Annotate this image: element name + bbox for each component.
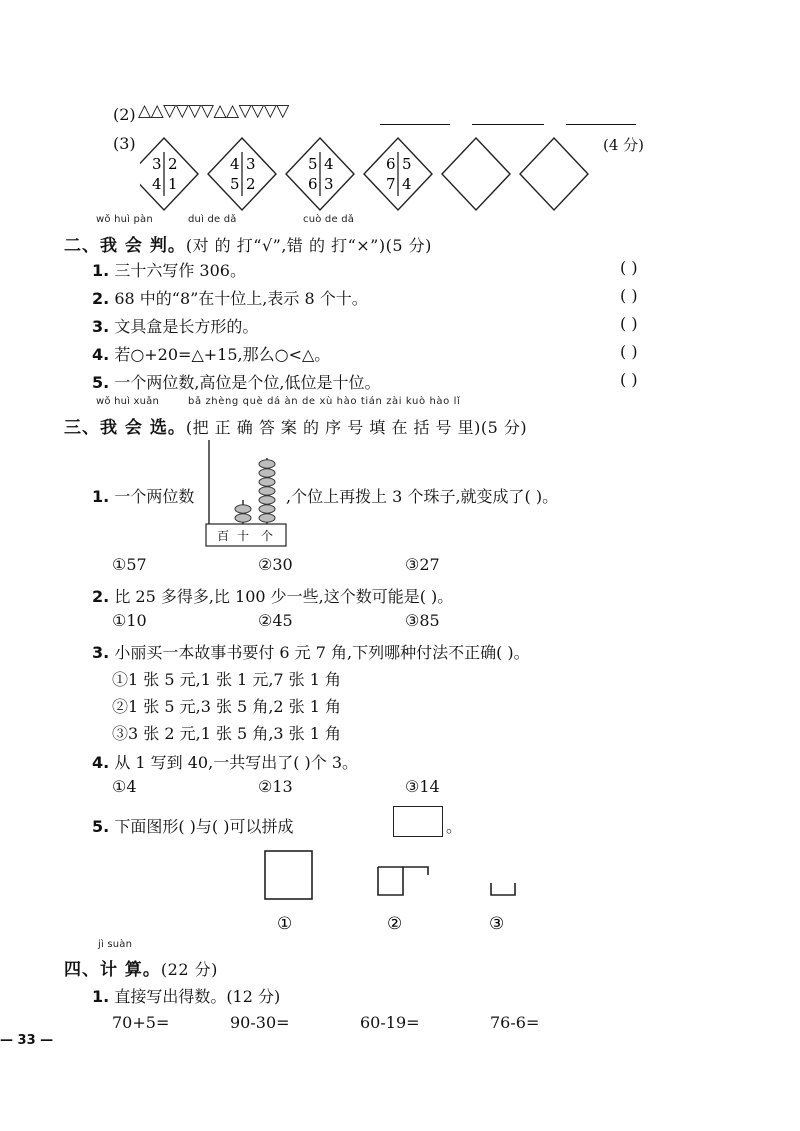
s3-q3-text [92,640,530,663]
diamond-number: 4 [324,155,334,173]
diamond-6[interactable] [520,138,588,210]
section4-heading [64,955,218,980]
abacus-bead-ones [259,496,275,504]
expression-4[interactable]: 76-6= [490,1013,540,1032]
s3-q5-text-end: 。 [446,817,463,836]
diamond-number: 7 [386,175,396,193]
target-rectangle [393,806,443,837]
section2-pinyin-1: wǒ huì pàn [96,214,153,225]
s3-q5-number: 5. [92,817,110,836]
s3-q1-number: 1. [92,487,110,506]
section4-instruction: (22 分) [160,960,218,979]
section3-number: 三、 [64,418,100,438]
s3-q1-text-after: ,个位上再拨上 3 个珠子,就变成了( )。 [286,487,559,506]
page-number: — 33 — [0,1033,54,1048]
abacus-label-ones: 个 [261,529,274,543]
judge-answer-parentheses[interactable]: ( ) [620,314,638,333]
judge-item-text: 一个两位数,高位是个位,低位是十位。 [114,373,381,392]
section2-heading [64,231,432,256]
abacus-figure [205,440,287,548]
s3-q4-text [92,750,358,773]
judge-item-3 [92,314,258,337]
diamond-number: 5 [402,155,412,173]
diamond-number: 2 [246,175,256,193]
judge-item-number: 4. [92,345,110,364]
s3-q5-text [92,814,293,837]
s3-q4-option-2[interactable]: ②13 [258,777,293,796]
s3-q3-option-2[interactable]: ②1 张 5 元,3 张 5 角,2 张 1 角 [112,697,342,716]
abacus-bead-ones [259,505,275,513]
abacus-bead-ones [259,514,275,522]
shape-2-label: ② [387,914,403,934]
q2-answer-blank-1[interactable] [380,124,450,125]
s3-q3-option-1[interactable]: ①1 张 5 元,1 张 1 元,7 张 1 角 [112,670,342,689]
s3-q2-option-3[interactable]: ③85 [405,611,440,630]
q2-answer-blank-2[interactable] [472,124,544,125]
diamond-1 [140,138,198,210]
judge-item-number: 5. [92,373,110,392]
judge-item-text: 文具盒是长方形的。 [114,317,259,336]
s4-q1-number: 1. [92,987,110,1006]
abacus-bead-tens [235,505,251,513]
diamond-number: 6 [386,155,396,173]
judge-item-number: 3. [92,317,110,336]
judge-item-text: 若○+20=△+15,那么○<△。 [114,345,331,364]
section3-instruction: (把 正 确 答 案 的 序 号 填 在 括 号 里)(5 分) [185,418,528,437]
section3-title: 我 会 选。 [100,418,186,438]
judge-answer-parentheses[interactable]: ( ) [620,370,638,389]
diamond-number: 4 [402,175,412,193]
abacus-bead-ones [259,460,275,468]
diamond-5[interactable] [442,138,510,210]
judge-answer-parentheses[interactable]: ( ) [620,258,638,277]
s3-q4-option-1[interactable]: ①4 [112,777,137,796]
shape-1-rectangle [265,851,312,899]
section3-heading [64,413,527,438]
judge-item-number: 1. [92,261,110,280]
section4-pinyin: jì suàn [98,939,133,950]
shape-1-label: ① [277,914,293,934]
q2-answer-blank-3[interactable] [566,124,636,125]
diamond-number: 1 [168,175,178,193]
shape-3-label: ③ [489,914,505,934]
abacus-label-tens: 十 [237,529,250,543]
abacus-label-hundreds: 百 [217,529,230,543]
diamond-number: 3 [324,175,334,193]
diamond-number: 4 [230,155,240,173]
s3-q3-question: 小丽买一本故事书要付 6 元 7 角,下列哪种付法不正确( )。 [114,643,530,662]
judge-item-1 [92,258,246,281]
s3-q4-question: 从 1 写到 40,一共写出了( )个 3。 [114,753,359,772]
q3-score: (4 分) [603,136,645,154]
judge-item-number: 2. [92,289,110,308]
q3-label: (3) [113,134,136,153]
s3-q2-number: 2. [92,587,110,606]
s4-q1-text [92,984,280,1007]
section3-pinyin-1: wǒ huì xuǎn [96,396,160,407]
section2-pinyin-3: cuò de dǎ [303,214,355,225]
judge-item-text: 68 中的“8”在十位上,表示 8 个十。 [114,289,368,308]
s3-q5-question: 下面图形( )与( )可以拼成 [114,817,294,836]
abacus-bead-ones [259,478,275,486]
judge-item-5 [92,370,381,393]
judge-item-4 [92,342,330,365]
diamond-number: 6 [308,175,318,193]
diamond-number: 3 [246,155,256,173]
q2-shape-sequence: △△▽▽▽▽△△▽▽▽▽ [138,101,289,121]
abacus-bead-ones [259,487,275,495]
abacus-bead-ones [259,469,275,477]
s3-q2-option-2[interactable]: ②45 [258,611,293,630]
judge-item-2 [92,286,368,309]
s3-q4-option-3[interactable]: ③14 [405,777,440,796]
expression-1[interactable]: 70+5= [112,1013,170,1032]
shape-2-open-frame [378,867,428,895]
expression-2[interactable]: 90-30= [230,1013,290,1032]
s3-q2-question: 比 25 多得多,比 100 少一些,这个数可能是( )。 [114,587,454,606]
s3-q2-option-1[interactable]: ①10 [112,611,147,630]
abacus-bead-tens [235,514,251,522]
q2-label: (2) [113,105,136,124]
s4-q1-instruction: 直接写出得数。(12 分) [114,987,281,1006]
section2-number: 二、 [64,236,100,256]
expression-3[interactable]: 60-19= [360,1013,420,1032]
s3-q1-option-2[interactable]: ②30 [258,555,293,574]
s3-q2-text [92,584,453,607]
s3-q1-text-before [92,484,194,507]
diamond-number: 5 [230,175,240,193]
diamond-pattern [140,136,610,220]
s3-q1-option-1[interactable]: ①57 [112,555,147,574]
s3-q4-number: 4. [92,753,110,772]
shape-3-cup [491,883,515,895]
section3-pinyin-2: bǎ zhèng què dá àn de xù hào tián zài kuò hào lǐ [188,396,461,407]
diamond-number: 4 [152,175,162,193]
section4-title: 计 算。 [100,960,161,980]
judge-item-text: 三十六写作 306。 [114,261,246,280]
s3-q3-option-3[interactable]: ③3 张 2 元,1 张 5 角,3 张 1 角 [112,724,342,743]
s3-q1-option-3[interactable]: ③27 [405,555,440,574]
judge-answer-parentheses[interactable]: ( ) [620,342,638,361]
diamond-number: 3 [152,155,162,173]
judge-answer-parentheses[interactable]: ( ) [620,286,638,305]
shape-options-figure [255,845,525,935]
s3-q3-number: 3. [92,643,110,662]
s3-q1-before: 一个两位数 [114,487,195,506]
section2-title: 我 会 判。 [100,236,186,256]
diamond-number: 2 [168,155,178,173]
diamond-number: 5 [308,155,318,173]
section4-number: 四、 [64,960,100,980]
section2-instruction: (对 的 打“√”,错 的 打“×”)(5 分) [185,236,432,255]
section2-pinyin-2: duì de dǎ [188,214,237,225]
